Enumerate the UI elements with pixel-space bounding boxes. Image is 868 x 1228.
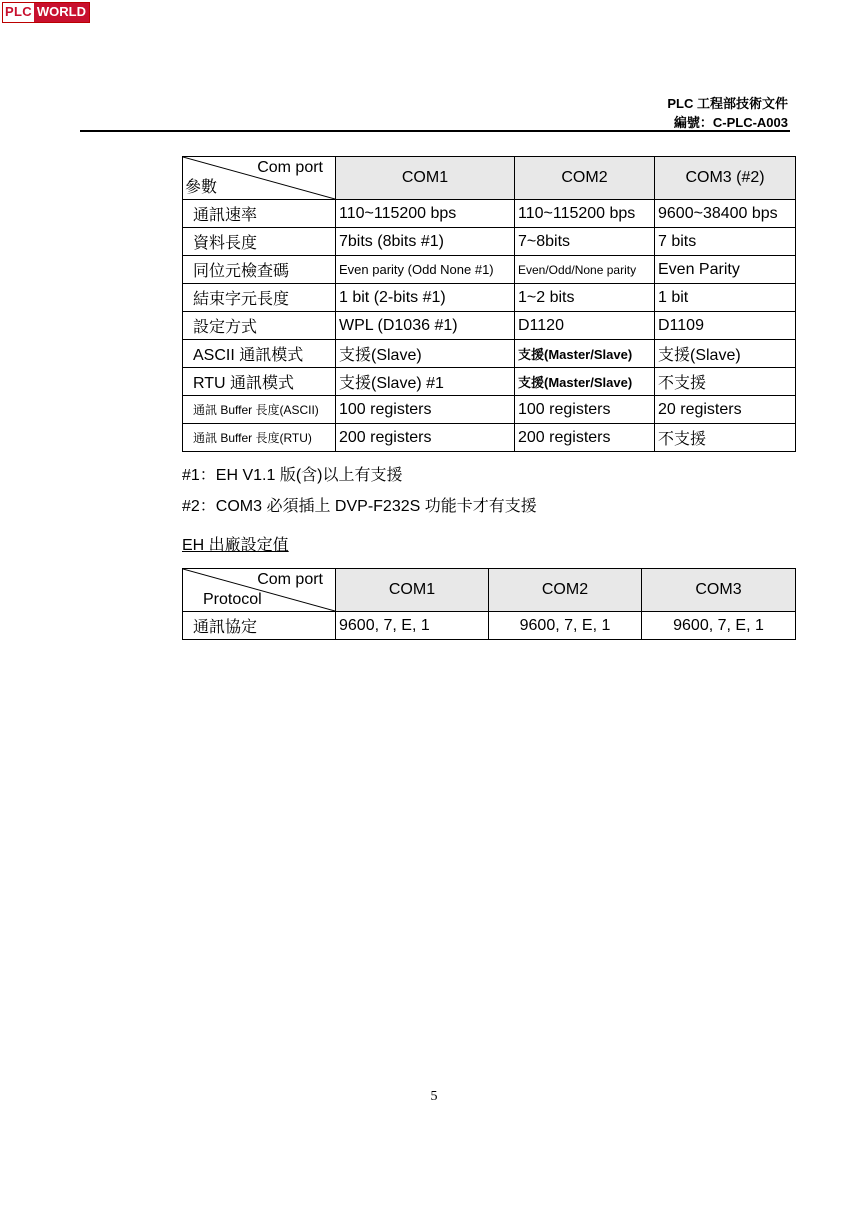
table-row bbox=[183, 312, 796, 340]
header-divider bbox=[80, 130, 790, 132]
row-label: 結束字元長度 bbox=[183, 284, 336, 312]
row-label: 設定方式 bbox=[183, 312, 336, 340]
table-cell: 支援(Slave) bbox=[655, 340, 796, 368]
table-corner-cell bbox=[183, 569, 336, 612]
row-label: 同位元檢查碼 bbox=[183, 256, 336, 284]
table-cell: Even parity (Odd None #1) bbox=[336, 256, 515, 284]
table-row bbox=[183, 612, 796, 640]
row-label: 資料長度 bbox=[183, 228, 336, 256]
table-cell: Even Parity bbox=[655, 256, 796, 284]
table-row bbox=[183, 200, 796, 228]
corner-column-label: Com port bbox=[257, 159, 323, 176]
table-cell: 不支援 bbox=[655, 424, 796, 452]
table-cell: 7~8bits bbox=[515, 228, 655, 256]
table-row bbox=[183, 368, 796, 396]
table-cell: 200 registers bbox=[515, 424, 655, 452]
table-cell: 1~2 bits bbox=[515, 284, 655, 312]
table-cell: 不支援 bbox=[655, 368, 796, 396]
table-row bbox=[183, 284, 796, 312]
table-header-row bbox=[183, 569, 796, 612]
table-corner-cell bbox=[183, 157, 336, 200]
table-cell: 110~115200 bps bbox=[515, 200, 655, 228]
table-cell: 9600, 7, E, 1 bbox=[642, 612, 796, 640]
table-header-row bbox=[183, 157, 796, 200]
table-row bbox=[183, 424, 796, 452]
column-header: COM1 bbox=[336, 157, 515, 200]
logo-plc-text: PLC bbox=[3, 3, 34, 22]
doc-header-number: 編號：C-PLC-A003 bbox=[673, 115, 788, 130]
column-header: COM2 bbox=[489, 569, 642, 612]
table-cell: 9600~38400 bps bbox=[655, 200, 796, 228]
table-cell: 100 registers bbox=[336, 396, 515, 424]
table-cell: 7bits (8bits #1) bbox=[336, 228, 515, 256]
row-label: RTU 通訊模式 bbox=[183, 368, 336, 396]
corner-column-label: Com port bbox=[257, 571, 323, 588]
table-cell: D1109 bbox=[655, 312, 796, 340]
table-cell: 7 bits bbox=[655, 228, 796, 256]
doc-header-title: PLC 工程部技術文件 bbox=[667, 96, 788, 111]
column-header: COM3 bbox=[642, 569, 796, 612]
footnote-1: #1：EH V1.1 版(含)以上有支援 bbox=[182, 467, 403, 484]
column-header: COM2 bbox=[515, 157, 655, 200]
column-header: COM1 bbox=[336, 569, 489, 612]
table-cell: 9600, 7, E, 1 bbox=[336, 612, 489, 640]
row-label: 通訊 Buffer 長度(RTU) bbox=[183, 424, 336, 452]
table-cell: 支援(Master/Slave) bbox=[515, 368, 655, 396]
column-header: COM3 (#2) bbox=[655, 157, 796, 200]
table-row bbox=[183, 228, 796, 256]
com-port-spec-table bbox=[182, 156, 796, 452]
table-cell: 9600, 7, E, 1 bbox=[489, 612, 642, 640]
table-cell: 支援(Slave) #1 bbox=[336, 368, 515, 396]
table-cell: 1 bit bbox=[655, 284, 796, 312]
table-cell: 支援(Slave) bbox=[336, 340, 515, 368]
section-title: EH 出廠設定值 bbox=[182, 537, 289, 554]
corner-row-label: 參數 bbox=[185, 179, 218, 196]
corner-row-label: Protocol bbox=[203, 591, 262, 608]
row-label: 通訊 Buffer 長度(ASCII) bbox=[183, 396, 336, 424]
table-cell: Even/Odd/None parity bbox=[515, 256, 655, 284]
table-row bbox=[183, 256, 796, 284]
table-row bbox=[183, 396, 796, 424]
table-cell: 110~115200 bps bbox=[336, 200, 515, 228]
logo-world-text: WORLD bbox=[34, 3, 89, 22]
row-label: 通訊協定 bbox=[183, 612, 336, 640]
table-cell: 200 registers bbox=[336, 424, 515, 452]
table-cell: 20 registers bbox=[655, 396, 796, 424]
factory-default-table bbox=[182, 568, 796, 640]
footnote-2: #2：COM3 必須插上 DVP-F232S 功能卡才有支援 bbox=[182, 498, 537, 515]
table-cell: 1 bit (2-bits #1) bbox=[336, 284, 515, 312]
row-label: ASCII 通訊模式 bbox=[183, 340, 336, 368]
table-cell: WPL (D1036 #1) bbox=[336, 312, 515, 340]
table-row bbox=[183, 340, 796, 368]
table-cell: D1120 bbox=[515, 312, 655, 340]
table-cell: 支援(Master/Slave) bbox=[515, 340, 655, 368]
table-cell: 100 registers bbox=[515, 396, 655, 424]
row-label: 通訊速率 bbox=[183, 200, 336, 228]
page-number: 5 bbox=[430, 1089, 438, 1104]
plc-world-logo bbox=[2, 2, 90, 23]
